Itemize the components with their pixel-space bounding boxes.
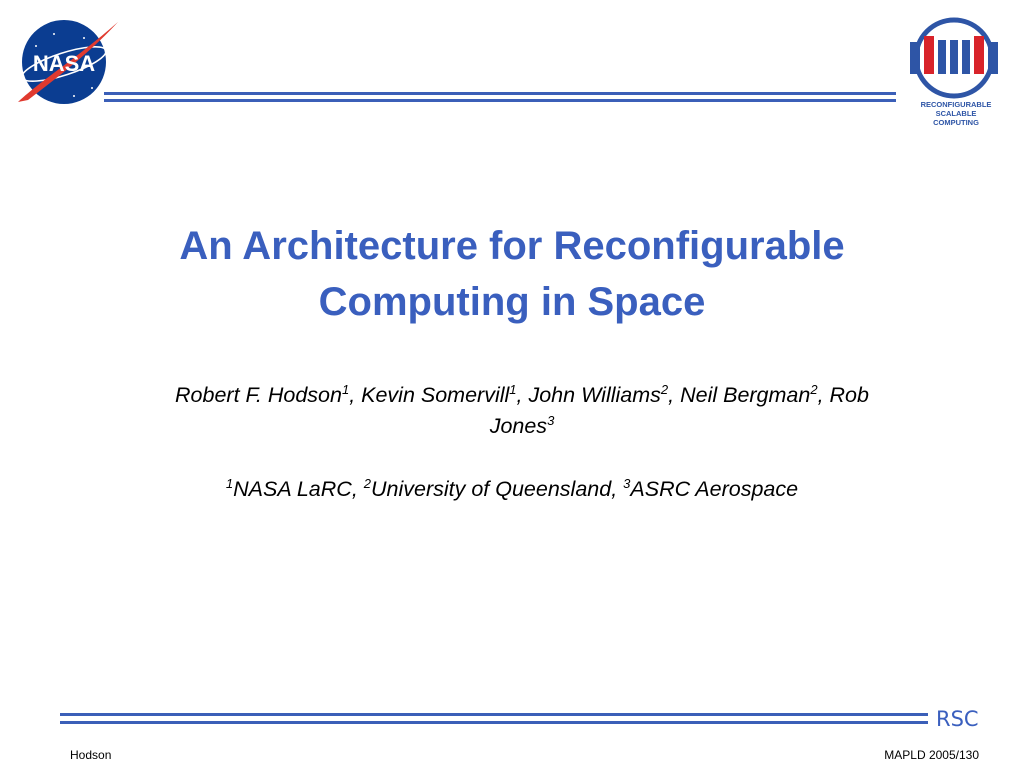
affiliation-1: NASA LaRC, [233, 477, 364, 501]
author-2: , Kevin Somervill [349, 383, 510, 407]
affiliation-2-number: 2 [363, 476, 371, 491]
footer-conference: MAPLD 2005/130 [884, 748, 979, 762]
title-line-1: An Architecture for Reconfigurable [179, 224, 845, 268]
author-4: , Neil Bergman [668, 383, 811, 407]
affiliation-3: ASRC Aerospace [630, 477, 799, 501]
affiliations [112, 474, 912, 505]
author-3-affiliation: 2 [660, 382, 669, 397]
header-rule-bottom [104, 99, 896, 102]
affiliation-2: University of Queensland, [371, 477, 624, 501]
title-line-2: Computing in Space [318, 280, 706, 324]
footer-author: Hodson [70, 748, 112, 762]
author-3: , John Williams [516, 383, 661, 407]
authors [150, 380, 894, 442]
rsc-caption-line1: RECONFIGURABLE SCALABLE [920, 100, 992, 118]
author-5-affiliation: 3 [547, 413, 555, 428]
rsc-footer-mark: RSC [936, 707, 979, 731]
author-1: Robert F. Hodson [175, 383, 342, 407]
header-rule-top [104, 92, 896, 95]
author-4-affiliation: 2 [810, 382, 818, 397]
page-title [112, 218, 912, 330]
affiliation-1-number: 1 [225, 476, 234, 491]
author-1-affiliation: 1 [341, 382, 350, 397]
rsc-logo-caption [900, 100, 1012, 127]
affiliation-3-number: 3 [623, 476, 631, 491]
nasa-logo-text: NASA [32, 51, 96, 76]
footer-rule-bottom [60, 721, 928, 724]
author-5: , Rob Jones [489, 383, 869, 438]
author-2-affiliation: 1 [509, 382, 517, 397]
rsc-caption-line2: COMPUTING [933, 118, 979, 127]
footer-rule-top [60, 713, 928, 716]
